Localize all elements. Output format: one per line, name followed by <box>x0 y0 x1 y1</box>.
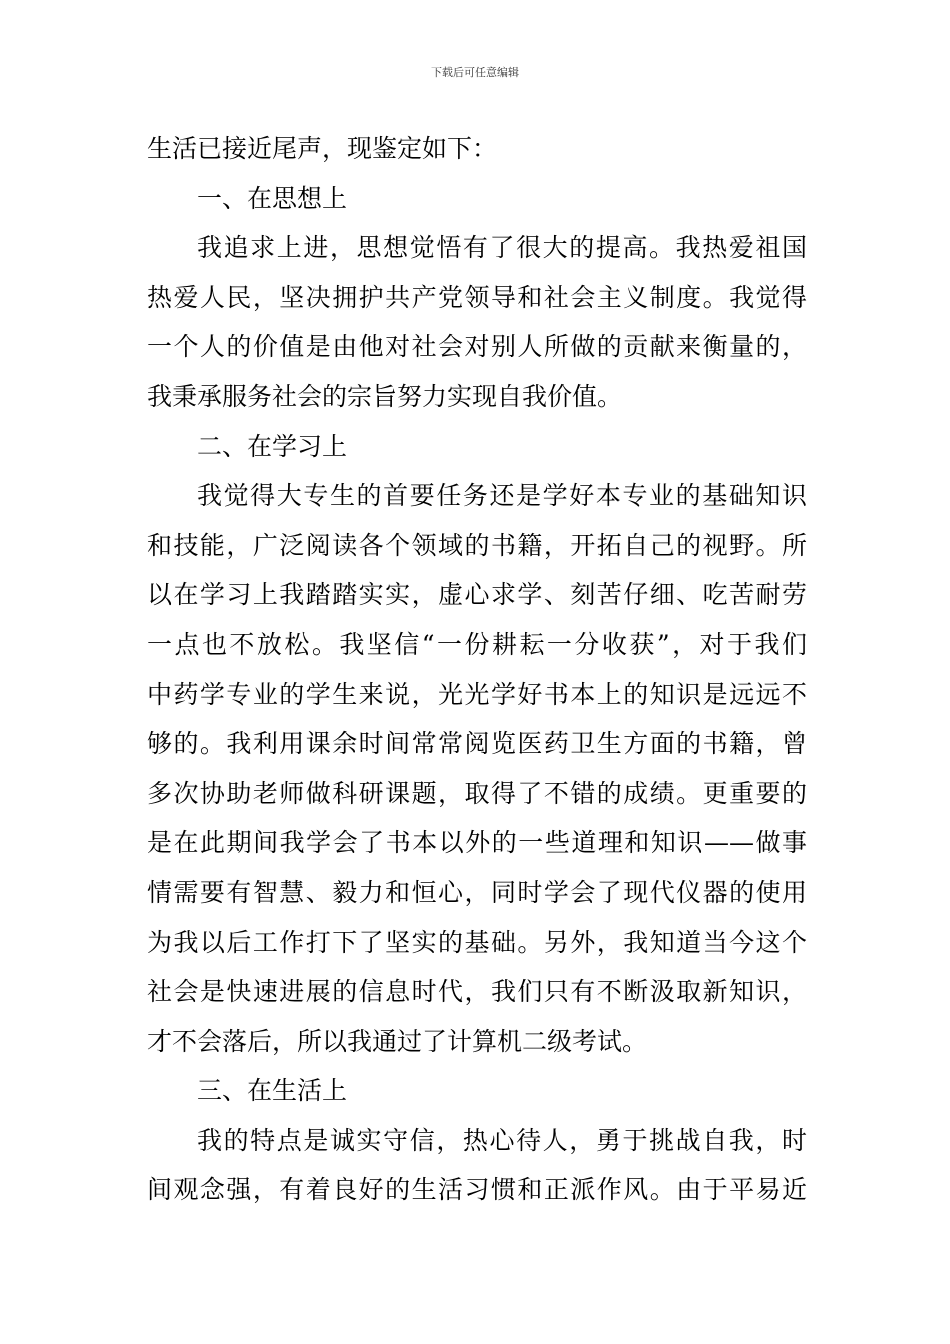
text-line: 和技能，广泛阅读各个领域的书籍，开拓自己的视野。所 <box>147 530 807 560</box>
text-line: 才不会落后，所以我通过了计算机二级考试。 <box>147 1026 648 1056</box>
text-line: 够的。我利用课余时间常常阅览医药卫生方面的书籍，曾 <box>147 729 807 759</box>
text-line: 生活已接近尾声，现鉴定如下： <box>147 134 498 163</box>
text-line: 以在学习上我踏踏实实，虚心求学、刻苦仔细、吃苦耐劳 <box>147 580 807 610</box>
page-header: 下载后可任意编辑 <box>431 66 519 79</box>
text-line: 为我以后工作打下了坚实的基础。另外，我知道当今这个 <box>147 927 807 957</box>
text-line: 情需要有智慧、毅力和恒心，同时学会了现代仪器的使用 <box>147 877 807 907</box>
section-heading: 二、在学习上 <box>197 431 348 461</box>
text-line: 一点也不放松。我坚信“一份耕耘一分收获”，对于我们 <box>147 629 807 659</box>
text-line: 中药学专业的学生来说，光光学好书本上的知识是远远不 <box>147 679 807 709</box>
text-line: 间观念强，有着良好的生活习惯和正派作风。由于平易近 <box>147 1175 807 1205</box>
text-line: 热爱人民，坚决拥护共产党领导和社会主义制度。我觉得 <box>147 282 807 312</box>
text-line: 多次协助老师做科研课题，取得了不错的成绩。更重要的 <box>147 778 807 808</box>
text-line: 我的特点是诚实守信，热心待人，勇于挑战自我，时 <box>197 1125 807 1155</box>
text-line: 社会是快速进展的信息时代，我们只有不断汲取新知识， <box>147 977 807 1007</box>
text-line: 一个人的价值是由他对社会对别人所做的贡献来衡量的， <box>147 332 807 362</box>
section-heading: 三、在生活上 <box>197 1076 348 1106</box>
text-line: 我追求上进，思想觉悟有了很大的提高。我热爱祖国 <box>197 233 807 263</box>
text-line: 我觉得大专生的首要任务还是学好本专业的基础知识 <box>197 481 807 511</box>
section-heading: 一、在思想上 <box>197 183 348 213</box>
text-line: 是在此期间我学会了书本以外的一些道理和知识——做事 <box>147 828 807 858</box>
text-line: 我秉承服务社会的宗旨努力实现自我价值。 <box>147 381 623 411</box>
document-body <box>147 124 807 1215</box>
